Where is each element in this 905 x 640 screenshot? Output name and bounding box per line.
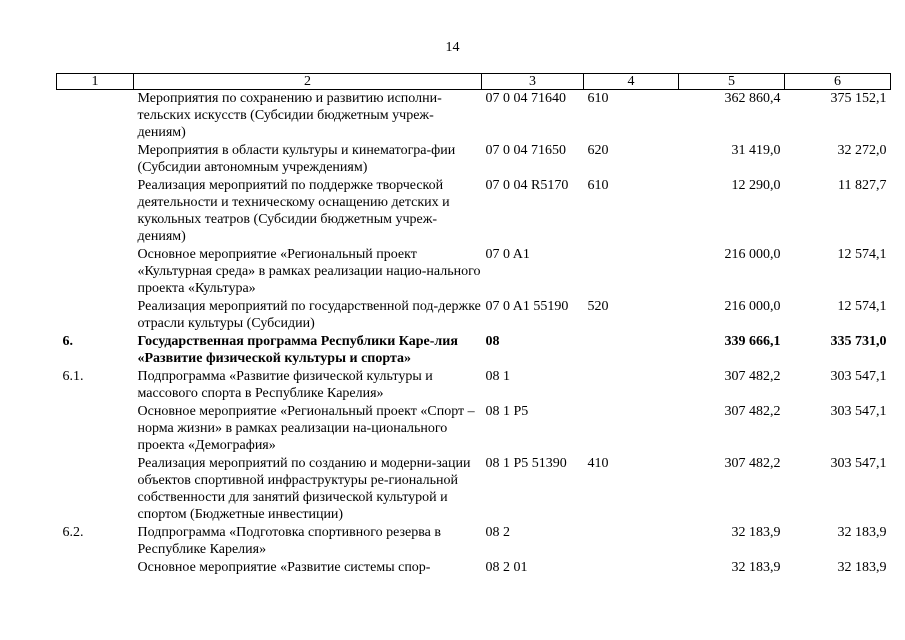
- row-value-5: 307 482,2: [724, 456, 781, 471]
- row-name: Подпрограмма «Развитие физической культуры и массового спорта в Республике Карелия»: [137, 369, 433, 401]
- table-row: [57, 524, 891, 559]
- row-type: 410: [587, 456, 609, 471]
- row-code: 07 0 04 R5170: [485, 178, 569, 193]
- row-value-5: 216 000,0: [724, 247, 781, 262]
- table-row: [57, 368, 891, 403]
- row-type: [584, 333, 679, 368]
- row-value-5: 362 860,4: [724, 91, 781, 106]
- row-number: [57, 142, 134, 177]
- header-col-6: 6: [785, 74, 891, 90]
- table-row: [57, 177, 891, 246]
- row-number: [57, 403, 134, 455]
- row-name: Основное мероприятие «Развитие системы спор-: [137, 560, 431, 575]
- row-name: Реализация мероприятий по государственной под-держке отрасли культуры (Субсидии): [137, 299, 481, 331]
- row-value-5: 12 290,0: [731, 178, 781, 193]
- header-col-3: 3: [482, 74, 584, 90]
- row-value-5: 307 482,2: [724, 369, 781, 384]
- row-value-5: 216 000,0: [724, 299, 781, 314]
- row-value-6: 11 827,7: [838, 178, 887, 193]
- row-code: 07 0 04 71640: [485, 91, 566, 106]
- row-name: Мероприятия по сохранению и развитию исполни-тельских искусств (Субсидии бюджетным учреж-дениям): [137, 91, 442, 140]
- row-number: [57, 298, 134, 333]
- row-code: 08 2 01: [485, 560, 528, 575]
- budget-table: [56, 73, 891, 577]
- row-value-6: 335 731,0: [830, 334, 887, 349]
- row-code: 07 0 A1 55190: [485, 299, 569, 314]
- table-row: [57, 559, 891, 577]
- row-number: 6.2.: [62, 525, 84, 540]
- page-number: 14: [445, 40, 460, 55]
- row-type: [584, 403, 679, 455]
- header-col-5: 5: [679, 74, 785, 90]
- row-type: 620: [587, 143, 609, 158]
- row-name: Государственная программа Республики Каре-лия «Развитие физической культуры и спорта»: [137, 334, 458, 366]
- table-row: [57, 298, 891, 333]
- row-type: [584, 559, 679, 577]
- table-row: [57, 333, 891, 368]
- table-header: [57, 74, 891, 90]
- row-number: [57, 246, 134, 298]
- row-type: [584, 246, 679, 298]
- row-code: 08: [485, 334, 500, 349]
- row-name: Реализация мероприятий по созданию и модерни-зации объектов спортивной инфраструктуры ре-гиональной собственности для занятий физической культурой и спортом (Бюджетные инвестиции): [137, 456, 471, 522]
- row-code: 08 1: [485, 369, 510, 384]
- table-body: [57, 90, 891, 578]
- row-type: 610: [587, 91, 609, 106]
- header-row: [57, 74, 891, 90]
- row-code: 07 0 04 71650: [485, 143, 566, 158]
- table-row: [57, 90, 891, 143]
- row-name: Основное мероприятие «Региональный проект «Культурная среда» в рамках реализации нацио-нального проекта «Культура»: [137, 247, 481, 296]
- row-code: 08 1 P5: [485, 404, 529, 419]
- row-value-6: 12 574,1: [837, 247, 887, 262]
- row-number: [57, 455, 134, 524]
- row-type: [584, 524, 679, 559]
- row-number: 6.1.: [62, 369, 84, 384]
- row-value-5: 32 183,9: [731, 560, 781, 575]
- row-value-5: 31 419,0: [731, 143, 781, 158]
- table-row: [57, 455, 891, 524]
- row-type: 520: [587, 299, 609, 314]
- header-col-2: 2: [134, 74, 482, 90]
- row-number: [57, 177, 134, 246]
- row-value-6: 32 183,9: [837, 560, 887, 575]
- row-value-6: 303 547,1: [830, 456, 887, 471]
- row-value-6: 32 272,0: [837, 143, 887, 158]
- row-type: [584, 368, 679, 403]
- row-code: 08 2: [485, 525, 510, 540]
- row-value-6: 12 574,1: [837, 299, 887, 314]
- row-name: Реализация мероприятий по поддержке творческой деятельности и техническому оснащению детских и кукольных театров (Субсидии бюджетным учреж-дениям): [137, 178, 450, 244]
- row-type: 610: [587, 178, 609, 193]
- row-value-5: 32 183,9: [731, 525, 781, 540]
- table-row: [57, 142, 891, 177]
- row-number: 6.: [62, 334, 73, 349]
- row-value-5: 339 666,1: [724, 334, 781, 349]
- header-col-4: 4: [584, 74, 679, 90]
- table-row: [57, 403, 891, 455]
- row-name: Основное мероприятие «Региональный проект «Спорт – норма жизни» в рамках реализации на-ционального проекта «Демография»: [137, 404, 475, 453]
- row-code: 08 1 P5 51390: [485, 456, 567, 471]
- row-value-6: 32 183,9: [837, 525, 887, 540]
- row-number: [57, 90, 134, 143]
- table-row: [57, 246, 891, 298]
- row-value-6: 303 547,1: [830, 404, 887, 419]
- row-number: [57, 559, 134, 577]
- row-value-6: 375 152,1: [830, 91, 887, 106]
- row-value-6: 303 547,1: [830, 369, 887, 384]
- row-code: 07 0 A1: [485, 247, 530, 262]
- row-name: Мероприятия в области культуры и кинематогра-фии (Субсидии автономным учреждениям): [137, 143, 456, 175]
- header-col-1: 1: [57, 74, 134, 90]
- row-value-5: 307 482,2: [724, 404, 781, 419]
- row-name: Подпрограмма «Подготовка спортивного резерва в Республике Карелия»: [137, 525, 442, 557]
